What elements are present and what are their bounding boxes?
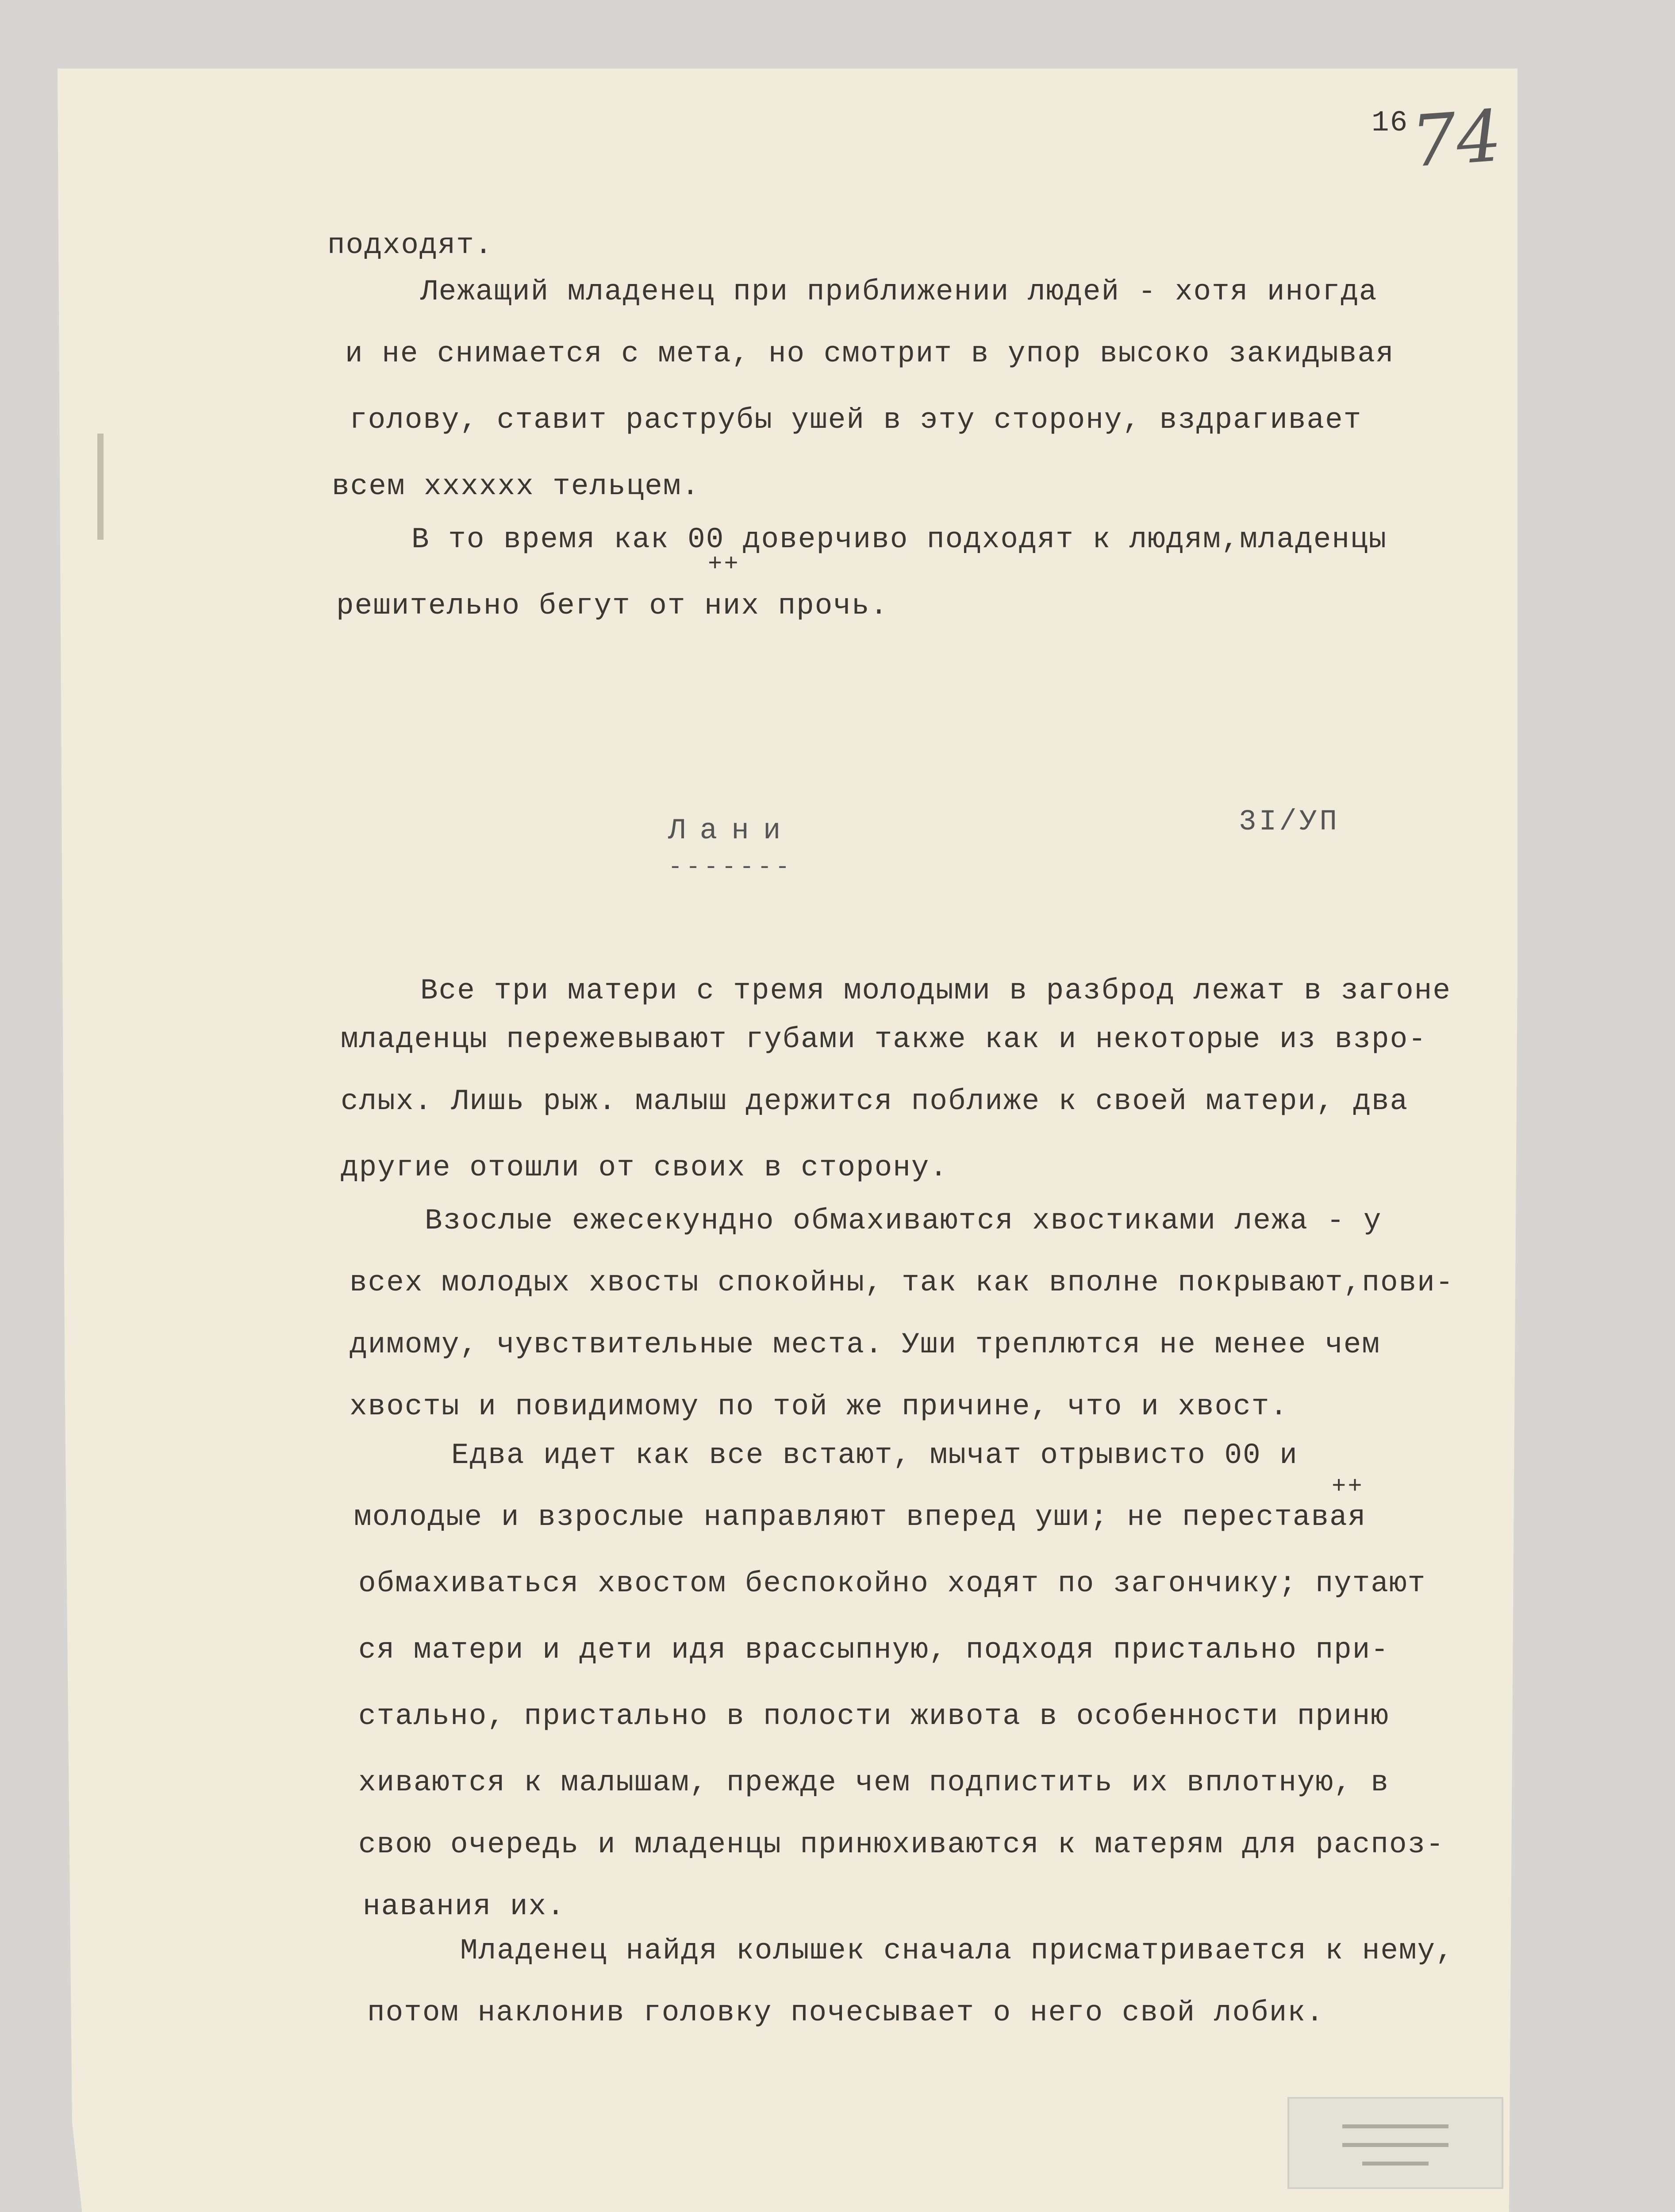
text-line: молодые и взрослые направляют вперед уши; не переставая bbox=[354, 1501, 1367, 1534]
text-line: Лежащий младенец при приближении людей - хотя иногда bbox=[420, 275, 1378, 308]
text-line: Взослые ежесекундно обмахиваются хвостиками лежа - у bbox=[425, 1204, 1382, 1237]
text-line: слых. Лишь рыж. малыш держится поближе к своей матери, два bbox=[341, 1085, 1409, 1118]
text-line: всем хххххх тельцем. bbox=[332, 470, 700, 503]
text-line: хиваются к малышам, прежде чем подпистить их вплотную, в bbox=[358, 1766, 1389, 1799]
text-line: голову, ставит раструбы ушей в эту сторону, вздрагивает bbox=[350, 403, 1362, 437]
section-title-underline: ------- bbox=[668, 854, 793, 881]
archive-stamp: ▬▬▬▬▬▬▬▬ ▬▬▬▬▬▬▬▬ ▬▬▬▬▬ bbox=[1287, 2097, 1503, 2189]
handwritten-mark: ++ bbox=[1332, 1473, 1364, 1500]
text-line: обмахиваться хвостом беспокойно ходят по загончику; путают bbox=[358, 1567, 1426, 1600]
section-title: Лани bbox=[668, 814, 795, 847]
fold-mark bbox=[97, 434, 104, 540]
text-line: подходят. bbox=[327, 229, 493, 262]
text-line: В то время как 00 доверчиво подходят к людям,младенцы bbox=[411, 523, 1387, 556]
text-line: потом наклонив головку почесывает о него свой лобик. bbox=[367, 1996, 1325, 2029]
text-line: решительно бегут от них прочь. bbox=[336, 589, 889, 622]
section-date: 3I/УП bbox=[1239, 805, 1340, 838]
text-line: другие отошли от своих в сторону. bbox=[341, 1151, 949, 1184]
text-line: Едва идет как все встают, мычат отрывисто 00 и bbox=[451, 1439, 1298, 1472]
text-line: навания их. bbox=[363, 1890, 565, 1923]
text-line: Все три матери с тремя молодыми в разброд лежат в загоне bbox=[420, 974, 1451, 1007]
text-line: свою очередь и младенцы принюхиваются к матерям для распоз- bbox=[358, 1828, 1444, 1861]
text-line: и не снимается с мета, но смотрит в упор высоко закидывая bbox=[345, 337, 1395, 370]
text-line: стально, пристально в полости живота в особенности приню bbox=[358, 1700, 1389, 1733]
text-line: младенцы пережевывают губами также как и некоторые из взро- bbox=[341, 1023, 1427, 1056]
text-line: димому, чувствительные места. Уши треплются не менее чем bbox=[350, 1328, 1380, 1361]
pencil-page-number: 74 bbox=[1408, 94, 1504, 183]
text-line: всех молодых хвосты спокойны, так как вполне покрывают,пови- bbox=[350, 1266, 1454, 1299]
page-number: 16 bbox=[1372, 106, 1409, 139]
document-page bbox=[58, 69, 1517, 2212]
text-line: Младенец найдя колышек сначала присматривается к нему, bbox=[460, 1934, 1454, 1967]
handwritten-mark: ++ bbox=[708, 551, 740, 578]
text-line: ся матери и дети идя врассыпную, подходя пристально при- bbox=[358, 1633, 1389, 1667]
text-line: хвосты и повидимому по той же причине, что и хвост. bbox=[350, 1390, 1288, 1423]
